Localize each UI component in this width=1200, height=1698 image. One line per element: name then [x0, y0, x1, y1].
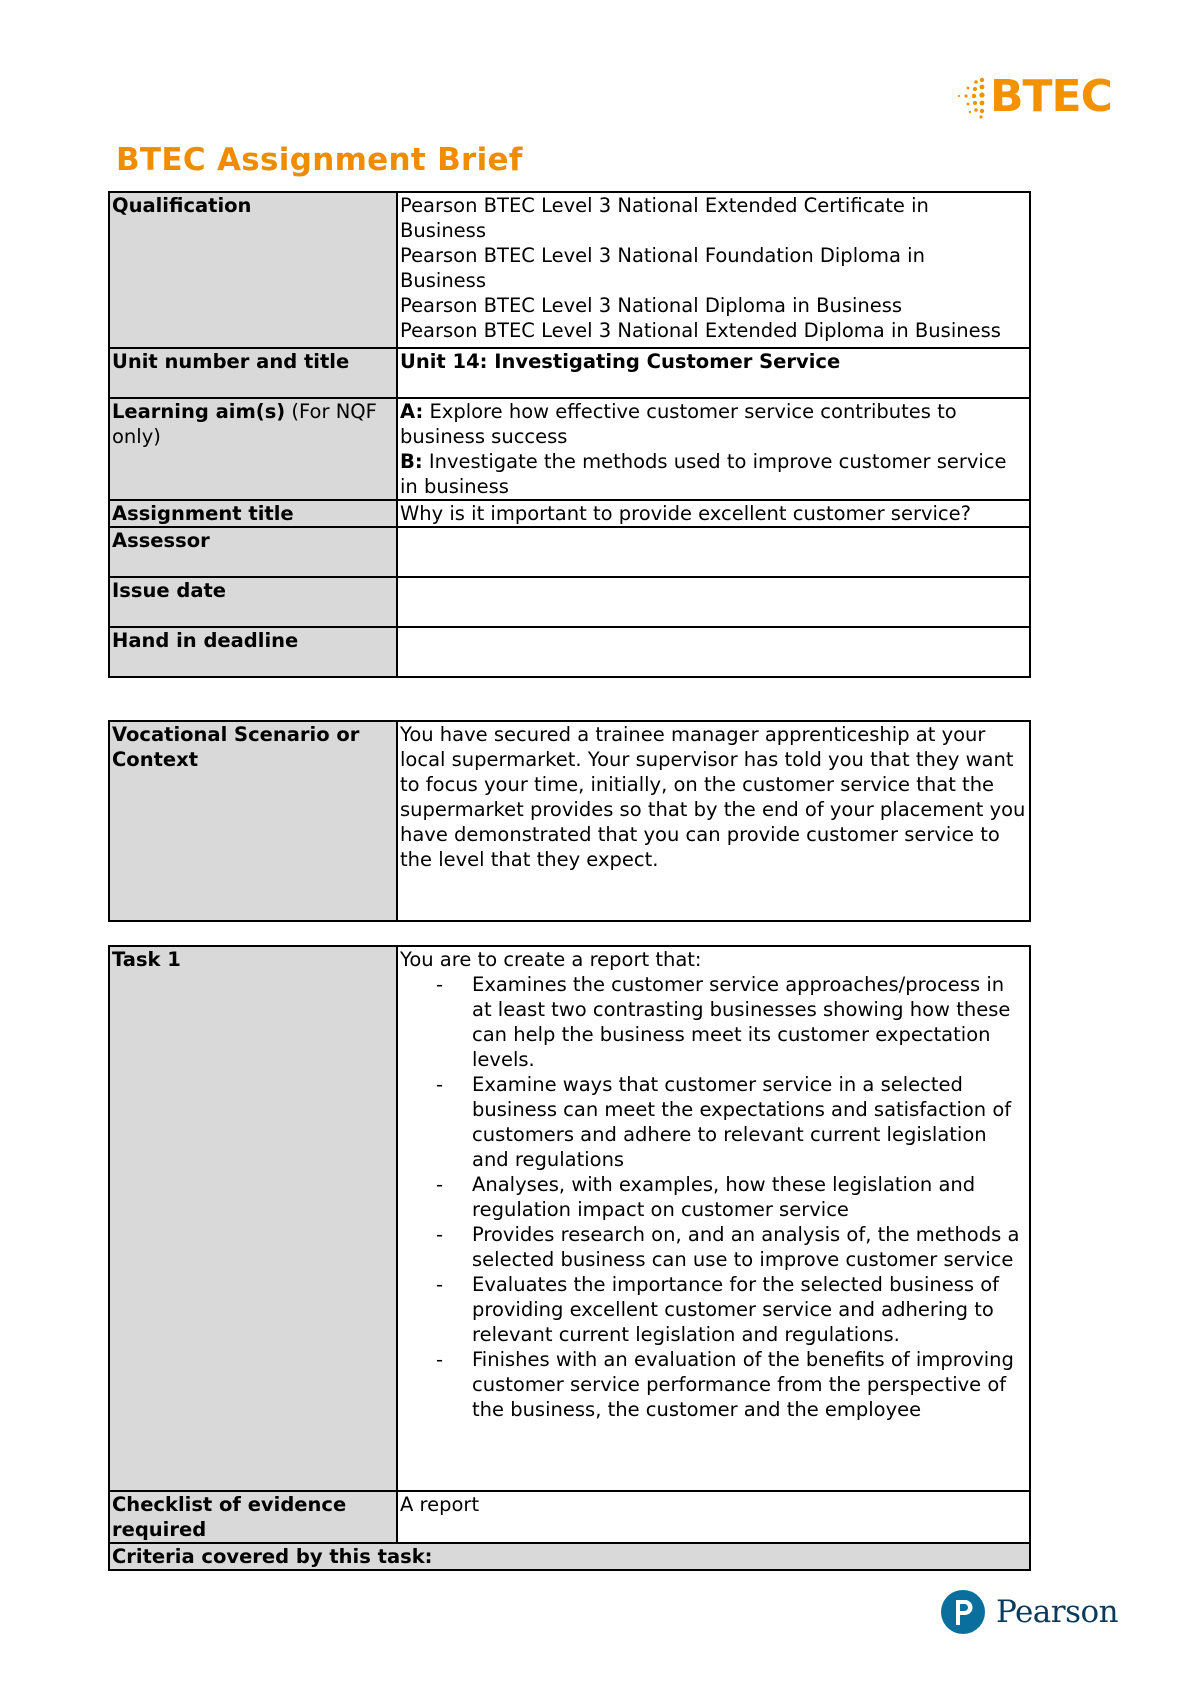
unit-label: Unit number and title	[109, 348, 397, 398]
aim-a-prefix: A:	[400, 400, 424, 423]
aim-a-text: Explore how effective customer service contributes to business success	[400, 400, 957, 448]
task-item: - Examines the customer service approaches/process in at least two contrasting businesses showing how these can help the business meet its customer expectation levels.	[472, 972, 1027, 1072]
scenario-text: You have secured a trainee manager apprenticeship at your local supermarket. Your supervisor has told you that they want to focus your time, initially, on the customer service that the supermarket provides so that by the end of your placement you have demonstrated that you can provide customer service to the level that they expect.	[397, 721, 1030, 921]
assignment-title-label: Assignment title	[109, 500, 397, 527]
learning-aims-label-bold: Learning aim(s)	[112, 400, 286, 423]
qualification-line: Pearson BTEC Level 3 National Extended Certificate in	[400, 194, 929, 217]
task-item: - Evaluates the importance for the selected business of providing excellent customer service and adhering to relevant current legislation and regulations.	[472, 1272, 1027, 1347]
aim-b-text: Investigate the methods used to improve customer service in business	[400, 450, 1007, 498]
task-list	[400, 972, 1027, 1422]
scenario-row	[109, 721, 1030, 921]
qualification-line: Pearson BTEC Level 3 National Diploma in Business	[400, 294, 903, 317]
unit-row	[109, 348, 1030, 398]
qualification-line: Pearson BTEC Level 3 National Foundation Diploma in	[400, 244, 925, 267]
task-item: - Examine ways that customer service in a selected business can meet the expectations and satisfaction of customers and adhere to relevant current legislation and regulations	[472, 1072, 1027, 1172]
scenario-label: Vocational Scenario or Context	[109, 721, 397, 921]
learning-aims-label-note: (For NQF only)	[112, 400, 377, 448]
issue-date-row	[109, 577, 1030, 627]
learning-aims-value	[397, 398, 1030, 500]
deadline-value[interactable]	[397, 627, 1030, 677]
checklist-row	[109, 1491, 1030, 1543]
task-description	[397, 946, 1030, 1491]
task-row	[109, 946, 1030, 1491]
task-label: Task 1	[109, 946, 397, 1491]
assessor-row	[109, 527, 1030, 577]
issue-date-value[interactable]	[397, 577, 1030, 627]
task-table	[108, 945, 1031, 1571]
assessor-label: Assessor	[109, 527, 397, 577]
unit-value: Unit 14: Investigating Customer Service	[397, 348, 1030, 398]
issue-date-label: Issue date	[109, 577, 397, 627]
checklist-value: A report	[397, 1491, 1030, 1543]
qualification-label: Qualification	[109, 192, 397, 348]
task-item: - Finishes with an evaluation of the benefits of improving customer service performance from the perspective of the business, the customer and the employee	[472, 1347, 1027, 1422]
criteria-label: Criteria covered by this task:	[109, 1543, 1030, 1570]
qualification-row	[109, 192, 1030, 348]
learning-aims-row	[109, 398, 1030, 500]
aim-b-prefix: B:	[400, 450, 423, 473]
task-item: - Provides research on, and an analysis of, the methods a selected business can use to improve customer service	[472, 1222, 1027, 1272]
learning-aims-label	[109, 398, 397, 500]
criteria-row	[109, 1543, 1030, 1570]
aim-b	[400, 449, 1027, 499]
assessor-value[interactable]	[397, 527, 1030, 577]
deadline-row	[109, 627, 1030, 677]
qualification-line: Business	[400, 219, 486, 242]
btec-logo-dots-icon	[952, 74, 986, 120]
aim-a	[400, 399, 1027, 449]
pearson-logo	[940, 1589, 1118, 1635]
qualification-line: Pearson BTEC Level 3 National Extended Diploma in Business	[400, 319, 1001, 342]
assignment-title-row	[109, 500, 1030, 527]
qualification-line: Business	[400, 269, 486, 292]
info-table	[108, 191, 1031, 678]
task-intro: You are to create a report that:	[400, 948, 702, 971]
scenario-table	[108, 720, 1031, 922]
deadline-label: Hand in deadline	[109, 627, 397, 677]
checklist-label: Checklist of evidence required	[109, 1491, 397, 1543]
page-title: BTEC Assignment Brief	[116, 142, 523, 178]
btec-logo	[952, 72, 1112, 122]
assignment-title-value: Why is it important to provide excellent customer service?	[397, 500, 1030, 527]
btec-logo-text: BTEC	[990, 71, 1112, 122]
pearson-p-icon	[940, 1589, 986, 1635]
pearson-logo-text: Pearson	[996, 1594, 1119, 1630]
qualification-value	[397, 192, 1030, 348]
task-item: - Analyses, with examples, how these legislation and regulation impact on customer service	[472, 1172, 1027, 1222]
